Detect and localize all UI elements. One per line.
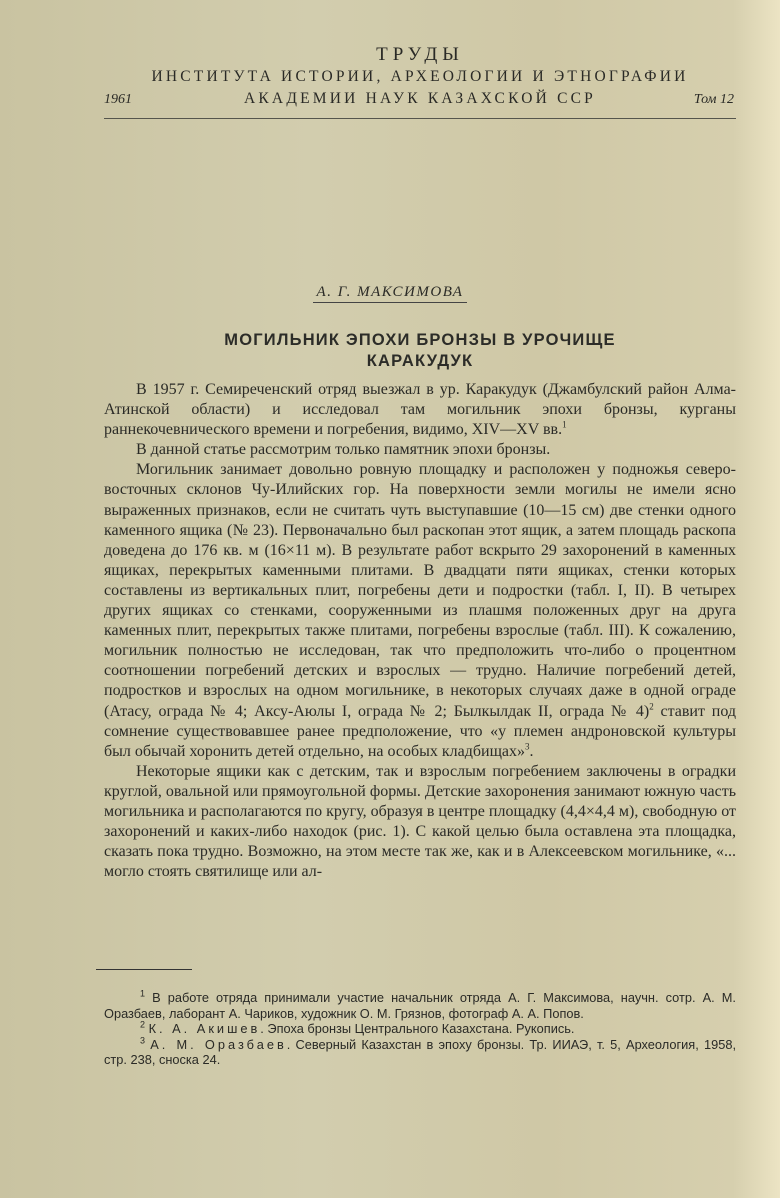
article-author: А. Г. МАКСИМОВА	[0, 284, 780, 301]
paragraph: Могильник занимает довольно ровную площадку и расположен у подножья северо-восточных склонов Чу-Илийских гор. На поверхности земли могилы не имели ясно выраженных признаков, если не считать чуть выступавшие (10—15 см) две стенки одного каменного ящика (№ 23). Первоначально был раскопан этот ящик, а затем площадь раскопа доведена до 176 кв. м (16×11 м). В результате работ вскрыто 29 захоронений в каменных ящиках, перекрытых каменными плитами. В двадцати пяти ящиках, стенки которых составлены из вертикальных плит, погребены дети и подростки (табл. I, II). В четырех других ящиках со стенками, сооруженными из плашмя положенных друг на друга каменных плит, перекрытых также плитами, погребены взрослые (табл. III). К сожалению, могильник полностью не исследован, так что предположить что-либо о процентном соотношении погребений детских и взрослых — трудно. Наличие погребений детей, подростков и взрослых на одном могильнике, в некоторых случаях даже в одной ограде (Атасу, ограда № 4; Аксу-Аюлы I, ограда № 2; Былкылдак II, ограда № 4)$^2$ ставит под сомнение существовавшее ранее предположение, что «у племен андроновской культуры был обычай хоронить детей отдельно, на особых кладбищах»$^3$.	[104, 461, 736, 760]
paragraph: В 1957 г. Семиреченский отряд выезжал в ур. Каракудук (Джамбулский район Алма-Атинской области) и исследовал там могильник эпохи бронзы, курганы раннекочевнического времени и погребения, видимо, XIV—XV вв.$^1$	[104, 381, 736, 439]
footnote-ref[interactable]: 1	[562, 419, 567, 430]
publication-year: 1961	[104, 92, 132, 107]
header-rule	[104, 118, 736, 119]
journal-title: ТРУДЫ	[376, 44, 464, 65]
paragraph: В данной статье рассмотрим только памятник эпохи бронзы.	[136, 441, 551, 459]
footnote-ref[interactable]: 3	[525, 741, 530, 752]
journal-institute: ИНСТИТУТА ИСТОРИИ, АРХЕОЛОГИИ И ЭТНОГРАФИИ	[151, 68, 689, 85]
article-title-line-2: КАРАКУДУК	[366, 352, 474, 370]
footnote-rule	[96, 969, 192, 970]
article-title-line-1: МОГИЛЬНИК ЭПОХИ БРОНЗЫ В УРОЧИЩЕ	[224, 331, 616, 349]
footnotes	[104, 990, 736, 1068]
footnote: $^3$ А. М. Оразбаев. Северный Казахстан в эпоху бронзы. Тр. ИИАЭ, т. 5, Археология, 1958, стр. 238, сноска 24.	[104, 1035, 736, 1068]
volume-number: Том 12	[693, 92, 734, 107]
article-title	[104, 330, 736, 372]
paragraph: Некоторые ящики как с детским, так и взрослым погребением заключены в оградки круглой, овальной или прямоугольной формы. Детские захоронения занимают южную часть могильника и располагаются по кругу, образуя в центре площадку (4,4×4,4 м), свободную от захоронений и каких-либо находок (рис. 1). С какой целью была оставлена эта площадка, сказать пока трудно. Возможно, на этом месте так же, как и в Алексеевском могильнике, «... могло стоять святилище или ал-	[104, 762, 737, 881]
footnote: $^1$ В работе отряда принимали участие начальник отряда А. Г. Максимова, научн. сотр. А. М. Оразбаев, лаборант А. Чариков, художник О. М. Грязнов, фотограф А. А. Попов.	[104, 988, 736, 1021]
journal-academy: АКАДЕМИИ НАУК КАЗАХСКОЙ ССР	[244, 90, 596, 107]
footnote: $^2$ К. А. Акишев. Эпоха бронзы Центрального Казахстана. Рукопись.	[140, 1019, 575, 1037]
article-body	[104, 380, 736, 882]
footnote-ref[interactable]: 2	[649, 701, 654, 712]
